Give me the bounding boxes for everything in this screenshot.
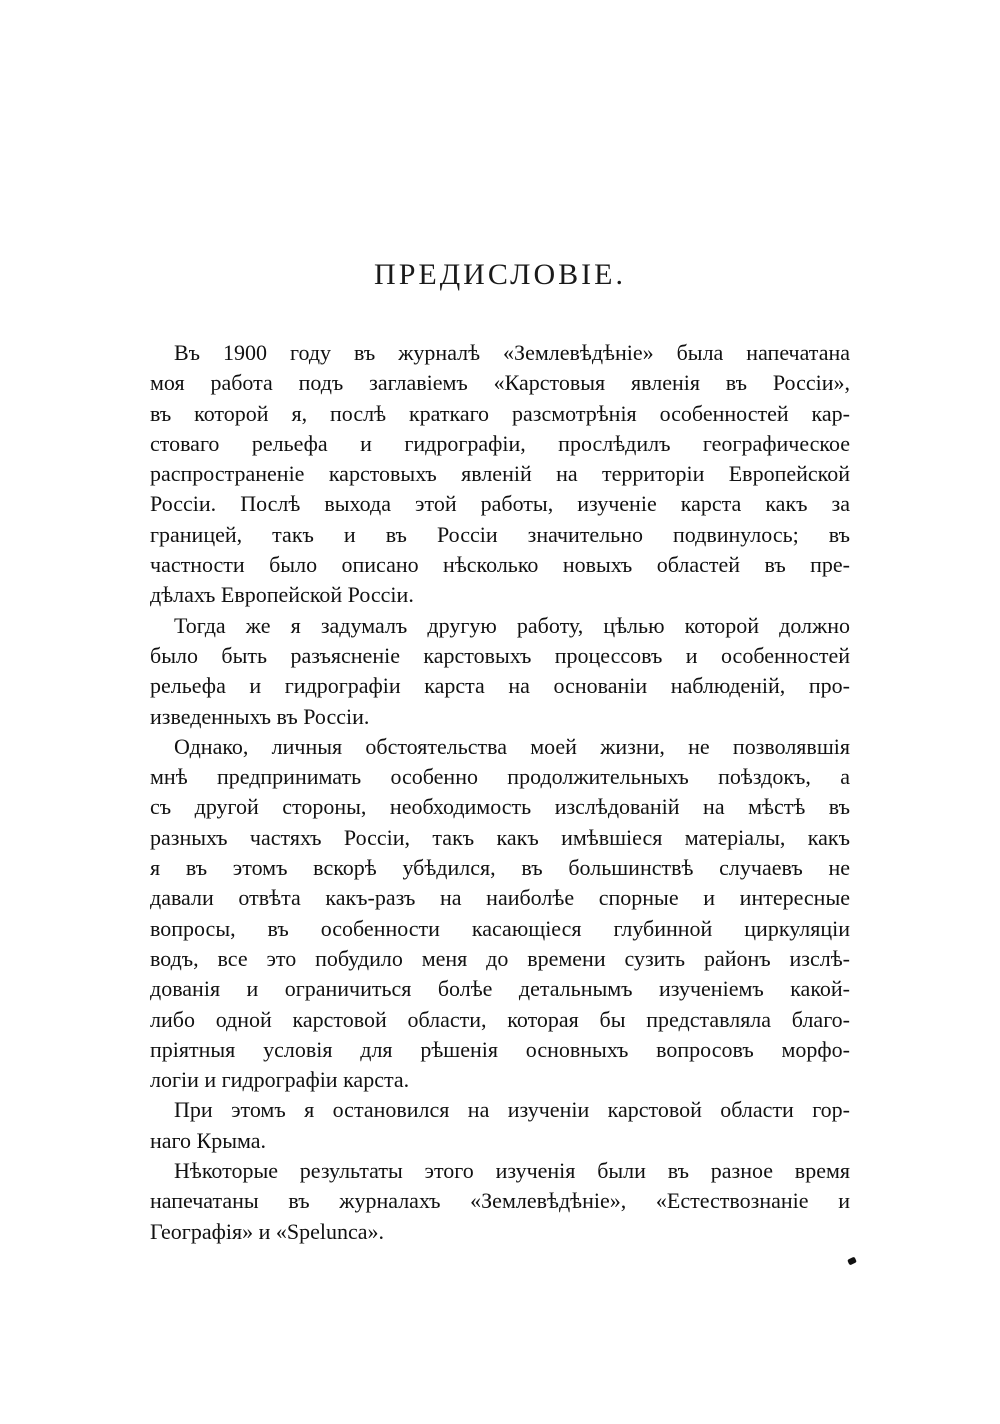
text-line: логіи и гидрографіи карста. [150, 1067, 410, 1093]
text-line: Россіи. Послѣ выхода этой работы, изученіе карста какъ за [150, 491, 850, 517]
text-line: вопросы, въ особенности касающіеся глубинной циркуляціи [150, 915, 850, 941]
text-line: Нѣкоторые результаты этого изученія были въ разное время [174, 1158, 850, 1184]
page-title: ПРЕДИСЛОВІЕ. [374, 258, 626, 291]
paragraph-4 [150, 1095, 850, 1156]
text-line: наго Крыма. [150, 1127, 267, 1153]
text-line: напечатаны въ журналахъ «Землевѣдѣніе», «Естествознаніе и [150, 1188, 850, 1214]
text-line: въ которой я, послѣ краткаго разсмотрѣнія особенностей кар- [150, 400, 850, 426]
text-line: разныхъ частяхъ Россіи, такъ какъ имѣвшіеся матеріалы, какъ [150, 824, 850, 850]
paragraph-2 [150, 611, 850, 732]
text-line: моя работа подъ заглавіемъ «Карстовыя явленія въ Россіи», [150, 370, 850, 396]
text-line: было быть разъясненіе карстовыхъ процессовъ и особенностей [150, 642, 850, 668]
text-line: При этомъ я остановился на изученіи карстовой области гор- [174, 1097, 850, 1123]
body-text [150, 338, 850, 1247]
text-line: рельефа и гидрографіи карста на основаніи наблюденій, про- [150, 673, 850, 699]
text-line: дованія и ограничиться болѣе детальнымъ изученіемъ какой- [150, 976, 850, 1002]
paragraph-3 [150, 732, 850, 1096]
text-line: пріятныя условія для рѣшенія основныхъ вопросовъ морфо- [150, 1036, 850, 1062]
text-line: я въ этомъ вскорѣ убѣдился, въ большинствѣ случаевъ не [150, 855, 850, 881]
text-line: съ другой стороны, необходимость изслѣдованій на мѣстѣ въ [150, 794, 850, 820]
text-line: водъ, все это побудило меня до времени сузить районъ изслѣ- [150, 945, 850, 971]
paragraph-1 [150, 338, 850, 611]
text-line: мнѣ предпринимать особенно продолжительныхъ поѣздокъ, а [150, 764, 850, 790]
ink-mark [847, 1257, 857, 1266]
text-line: изведенныхъ въ Россіи. [150, 703, 370, 729]
text-line: давали отвѣта какъ-разъ на наиболѣе спорные и интересные [150, 885, 850, 911]
text-line: дѣлахъ Европейской Россіи. [150, 582, 414, 608]
text-line: распространеніе карстовыхъ явленій на территоріи Европейской [150, 461, 850, 487]
text-line: стоваго рельефа и гидрографіи, прослѣдилъ географическое [150, 430, 850, 456]
text-line: частности было описано нѣсколько новыхъ областей въ пре- [150, 552, 850, 578]
text-line: Въ 1900 году въ журналѣ «Землевѣдѣніе» была напечатана [174, 340, 850, 365]
text-line: Однако, личныя обстоятельства моей жизни, не позволявшія [174, 733, 850, 759]
text-line: либо одной карстовой области, которая бы представляла благо- [150, 1006, 850, 1032]
text-line: Тогда же я задумалъ другую работу, цѣлью которой должно [174, 612, 850, 638]
text-line: границей, такъ и въ Россіи значительно подвинулось; въ [150, 521, 850, 547]
text-line: Географія» и «Spelunca». [150, 1218, 384, 1244]
paragraph-5 [150, 1156, 850, 1247]
